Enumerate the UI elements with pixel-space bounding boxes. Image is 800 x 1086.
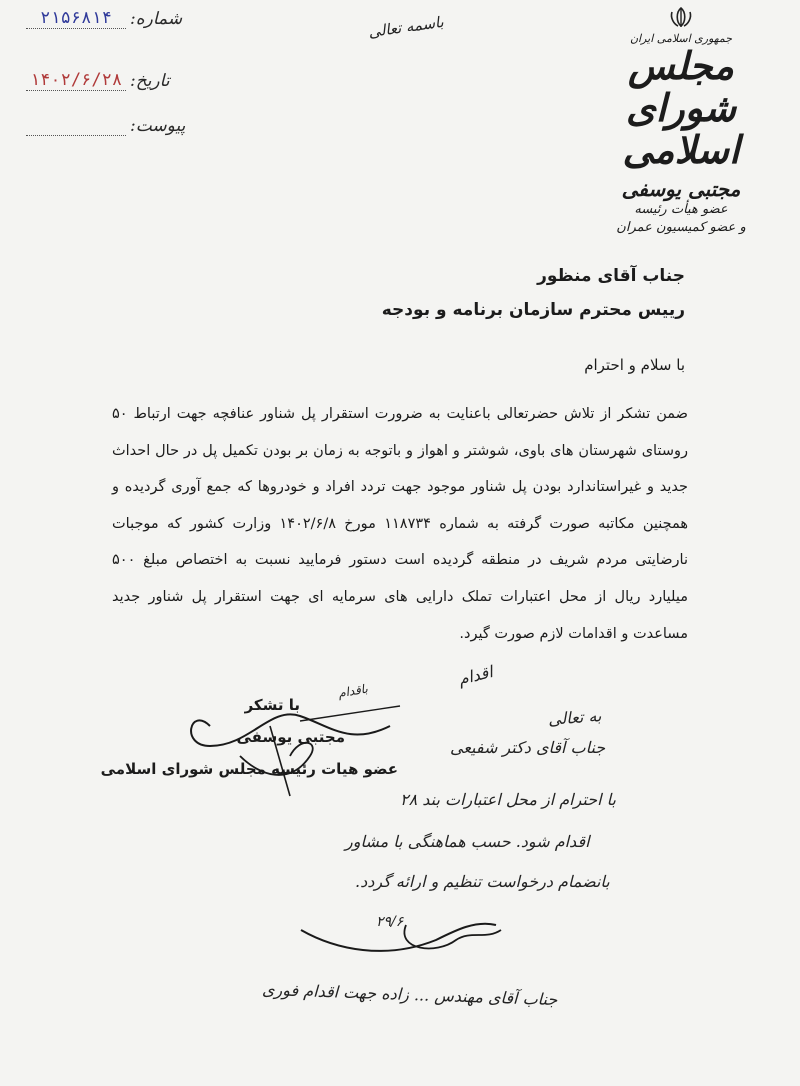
signature-closing: با تشکر: [244, 696, 300, 714]
letterhead: [606, 6, 756, 237]
letter-number-value: ۲۱۵۶۸۱۴: [26, 8, 126, 29]
republic-label: جمهوری اسلامی ایران: [629, 32, 733, 45]
letter-date-label: تاریخ:: [130, 71, 170, 91]
addressee-title: رییس محترم سازمان برنامه و بودجه: [381, 300, 685, 320]
note-line-2: جناب آقای دکتر شفیعی: [450, 738, 606, 757]
addressee-name: جناب آقای منظور: [537, 266, 685, 286]
note-line-3: با احترام از محل اعتبارات بند ۲۸: [400, 790, 616, 809]
note-signature-remark: باقدام: [337, 681, 369, 701]
letter-number-label: شماره:: [130, 9, 183, 29]
letter-number-row: [26, 8, 182, 29]
bismillah: باسمه تعالی: [367, 12, 445, 42]
signature-scribble: [180, 686, 420, 806]
note-date: ۲۹/۶: [376, 914, 404, 930]
note-line-4: اقدام شود. حسب هماهنگی با مشاور: [345, 832, 590, 851]
letter-attachment-row: [26, 116, 185, 136]
note-line-6: جناب آقای مهندس ... زاده جهت اقدام فوری: [261, 979, 558, 1010]
letter-body: ضمن تشکر از تلاش حضرتعالی باعنایت به ضرورت استقرار پل شناور عنافچه جهت ارتباط ۵۰ روستای شهرستان های باوی، شوشتر و اهواز و باتوجه به زمان بر بودن تکمیل پل در حال احداث جدید و غیراستاندارد بودن پل شناور موجود جهت تردد افراد و خودروها که جمع آوری گردیده و همچنین مکاتبه صورت گرفته به شماره ۱۱۸۷۳۴ مورخ ۱۴۰۲/۶/۸ وزارت کشور که موجبات نارضایتی مردم شریف در منطقه گردیده است دستور فرمایید نسبت به اختصاص مبلغ ۵۰۰ میلیارد ریال از محل اعتبارات تملک دارایی های سرمایه ای جهت استقرار پل شناور جدید مساعدت و اقدامات لازم صورت گیرد.: [112, 406, 689, 642]
letter-attachment-label: پیوست:: [130, 116, 186, 136]
signature-name: مجتبی یوسفی: [236, 728, 345, 746]
note-line-1: به تعالی: [547, 706, 602, 729]
letter-date-row: [26, 70, 170, 91]
letterhead-role-1: عضو هیأت رئیسه: [634, 202, 728, 217]
note-line-5: بانضمام درخواست تنظیم و ارائه گردد.: [355, 872, 610, 891]
letter-attachment-value: [26, 135, 126, 136]
letter-date-value: ۱۴۰۲/۶/۲۸: [26, 70, 126, 91]
emblem-icon: [666, 6, 696, 28]
letterhead-name: مجتبی یوسفی: [621, 177, 741, 201]
signature-title: عضو هیات رئیسه مجلس شورای اسلامی: [100, 760, 398, 778]
letterhead-role-2: و عضو کمیسیون عمران: [616, 220, 746, 235]
majlis-title: مجلس شورای اسلامی: [622, 43, 740, 172]
second-signature-scribble: [296, 910, 516, 970]
note-action: اقدام: [456, 662, 495, 689]
greeting: با سلام و احترام: [584, 356, 685, 374]
